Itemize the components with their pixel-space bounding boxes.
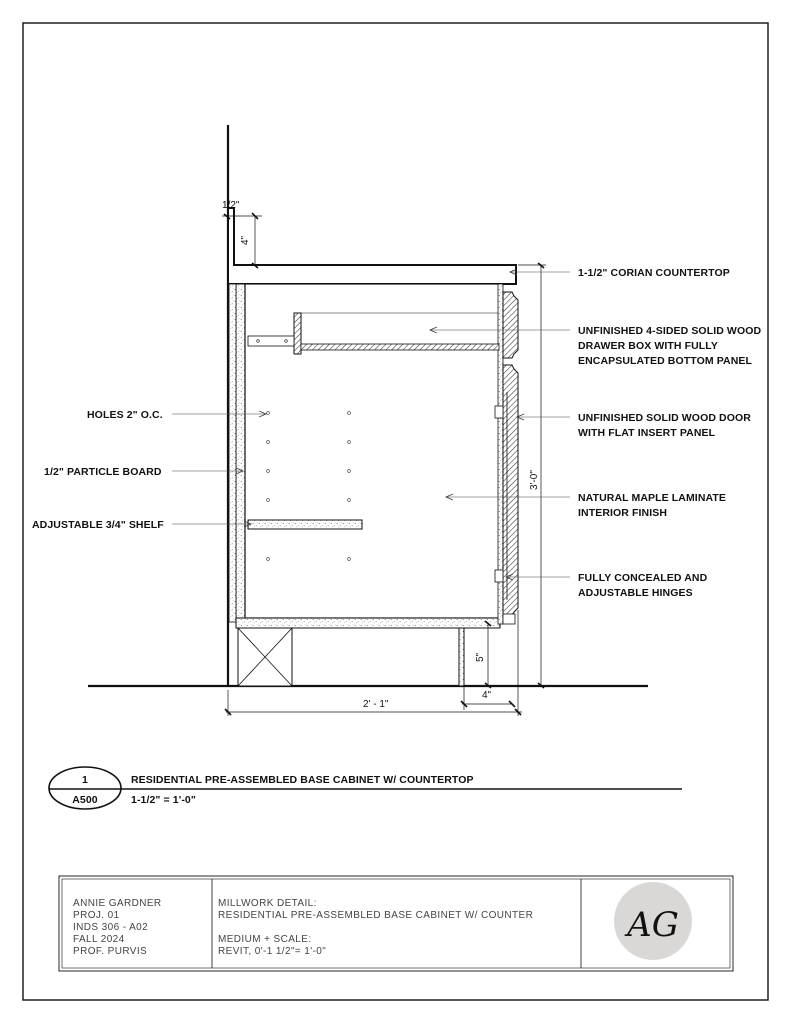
cabinet-section (88, 125, 648, 686)
tb-term: FALL 2024 (73, 934, 125, 945)
tb-detail-heading: MILLWORK DETAIL: (218, 898, 317, 909)
dim-overall-depth: 2' - 1" (363, 699, 389, 710)
hinge-upper (495, 406, 503, 418)
tb-detail-name: RESIDENTIAL PRE-ASSEMBLED BASE CABINET W/ COUNTER (218, 910, 534, 921)
note-drawer-line3: ENCAPSULATED BOTTOM PANEL (578, 355, 753, 367)
tb-professor: PROF. PURVIS (73, 946, 148, 957)
back-panel (236, 284, 245, 622)
detail-sheet: A500 (72, 794, 98, 806)
tb-medium-heading: MEDIUM + SCALE: (218, 934, 312, 945)
note-drawer-line1: UNFINISHED 4-SIDED SOLID WOOD (578, 325, 762, 337)
logo-monogram: AG (627, 905, 679, 945)
hinge-lower (495, 570, 503, 582)
drawer-box-back (294, 313, 301, 354)
dim-backsplash-thickness: 1/2" (222, 200, 240, 211)
dim-overall-height: 3'-0" (529, 470, 540, 490)
note-interior-line1: NATURAL MAPLE LAMINATE (578, 492, 727, 504)
backsplash (228, 208, 516, 284)
note-hinges-line2: ADJUSTABLE HINGES (578, 587, 693, 599)
tb-project: PROJ. 01 (73, 910, 120, 921)
dim-toe-kick-depth: 4" (482, 690, 492, 701)
adjustable-shelf (248, 520, 362, 529)
cabinet-door (503, 365, 518, 618)
dim-backsplash-height: 4" (240, 235, 251, 245)
title-block (59, 876, 733, 971)
drawer-box-bottom (301, 344, 499, 350)
drawer-front (503, 292, 518, 358)
dim-toe-kick-height: 5" (475, 652, 486, 662)
note-holes: HOLES 2" O.C. (87, 409, 163, 421)
tb-medium-value: REVIT, 0'-1 1/2"= 1'-0" (218, 946, 327, 957)
note-shelf: ADJUSTABLE 3/4" SHELF (32, 519, 164, 531)
detail-number: 1 (82, 774, 88, 786)
detail-scale: 1-1/2" = 1'-0" (131, 794, 196, 806)
note-door-line1: UNFINISHED SOLID WOOD DOOR (578, 412, 751, 424)
toe-kick (459, 628, 464, 686)
detail-tag (49, 767, 682, 809)
detail-title: RESIDENTIAL PRE-ASSEMBLED BASE CABINET W/ COUNTERTOP (131, 774, 474, 786)
note-countertop: 1-1/2" CORIAN COUNTERTOP (578, 267, 730, 279)
tb-author: ANNIE GARDNER (73, 898, 162, 909)
tb-course: INDS 306 - A02 (73, 922, 149, 933)
note-particle-board: 1/2" PARTICLE BOARD (44, 466, 162, 478)
note-interior-line2: INTERIOR FINISH (578, 507, 668, 519)
wall-blocking (229, 284, 236, 622)
note-drawer-line2: DRAWER BOX WITH FULLY (578, 340, 718, 352)
note-hinges-line1: FULLY CONCEALED AND (578, 572, 708, 584)
bottom-panel (236, 618, 500, 628)
cabinet-interior (245, 284, 500, 618)
note-door-line2: WITH FLAT INSERT PANEL (578, 427, 716, 439)
